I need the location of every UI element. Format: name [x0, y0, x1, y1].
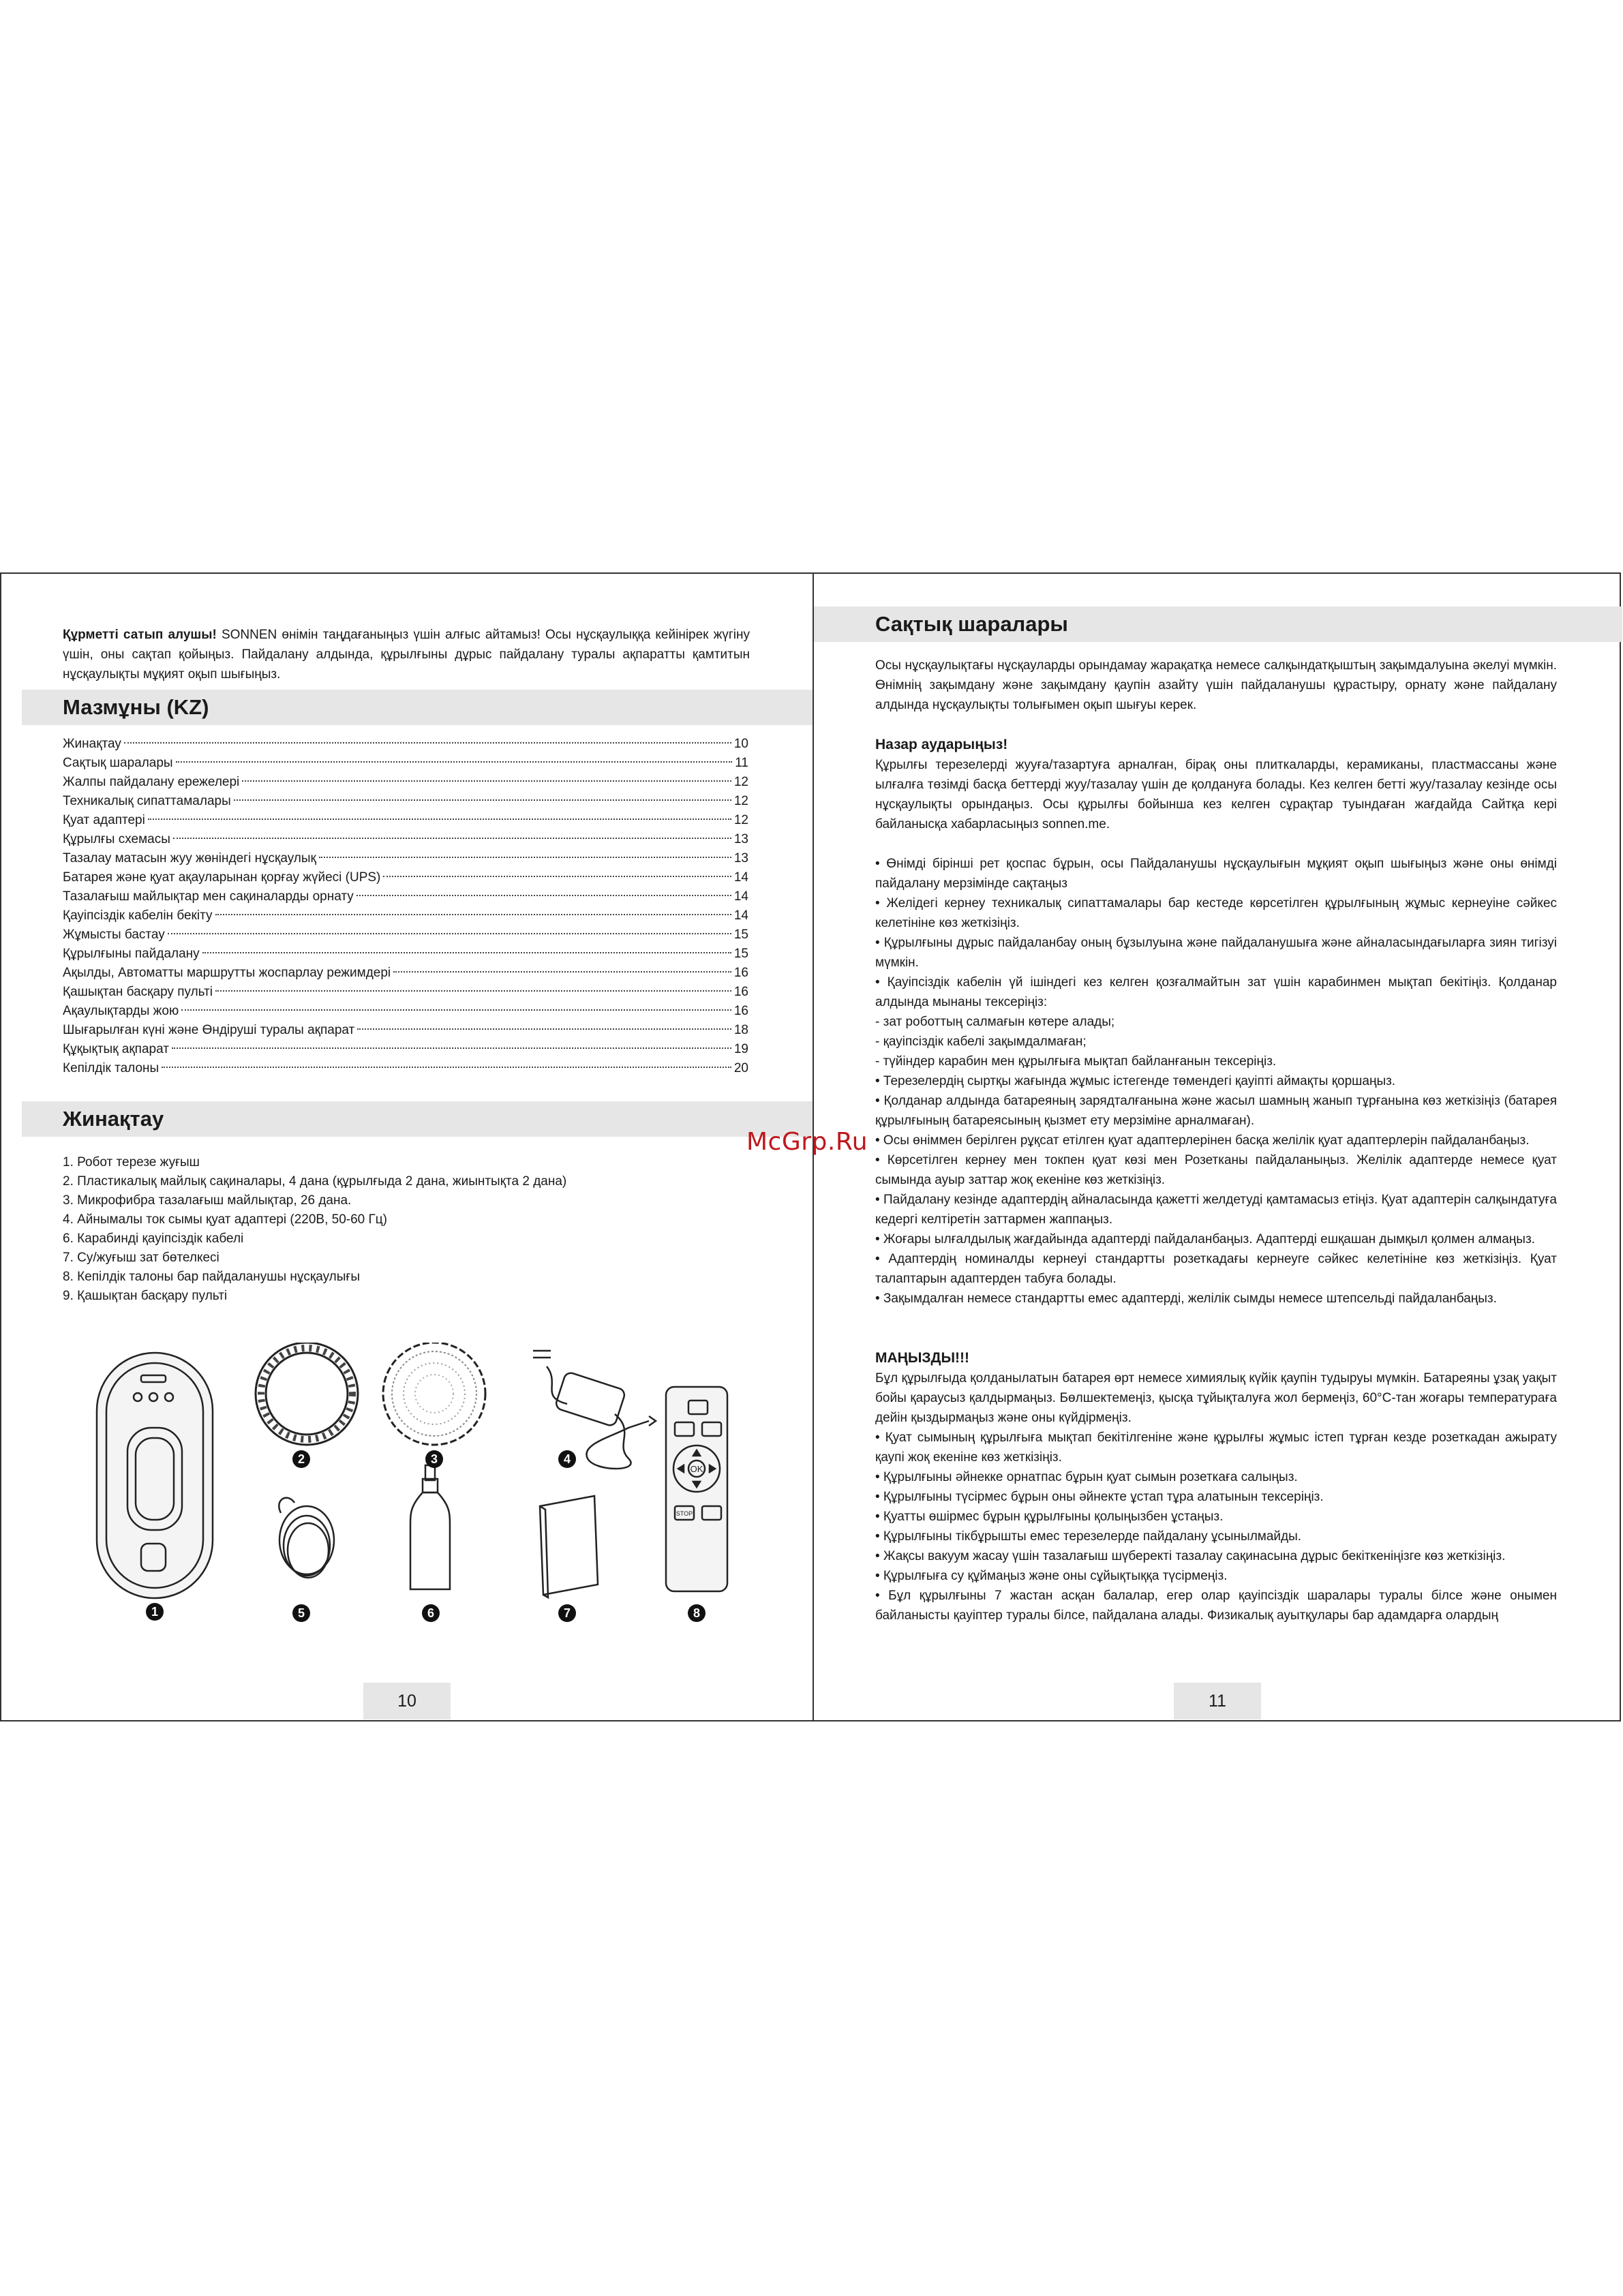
toc-entry — [63, 1059, 748, 1078]
kit-item: 3. Микрофибра тазалағыш майлықтар, 26 дана. — [63, 1193, 352, 1208]
figure-label-3: 3 — [430, 1452, 438, 1466]
toc-entry — [63, 849, 748, 868]
precautions-header-bar — [814, 607, 1622, 642]
toc-leader-dots — [124, 742, 731, 744]
toc-entry-page: 14 — [733, 889, 748, 904]
toc-entry — [63, 811, 748, 830]
figure-label-8: 8 — [693, 1606, 701, 1620]
precaution-item: • Пайдалану кезінде адаптердің айналасында қажетті желдетуді қамтамасыз етіңіз. Қуат адаптерін салқындатуға кедергі келтіретін заттармен жаппаңыз. — [875, 1193, 1557, 1227]
toc-leader-dots — [319, 857, 731, 858]
attention-heading: Назар аударыңыз! — [875, 737, 1008, 752]
toc-entry-title: Жинақтау — [63, 737, 121, 751]
toc-entry-page: 16 — [733, 1004, 748, 1018]
toc-entry-page: 13 — [733, 832, 748, 846]
important-list — [875, 1428, 1557, 1625]
toc-leader-dots — [202, 952, 731, 953]
safety-cable-image — [279, 1498, 334, 1578]
precaution-item: • Осы өніммен берілген рұқсат етілген қуат адаптерлерінен басқа желілік қуат адаптерлерін пайдаланбаңыз. — [875, 1133, 1530, 1148]
precaution-item: • Құрылғыны дұрыс пайдаланбау оның бұзылуына және пайдаланушыға және айналасындағыларға зиян тигізуі мүмкін. — [875, 936, 1557, 970]
figure-label-5: 5 — [297, 1606, 305, 1620]
toc-entry-title: Қуат адаптері — [63, 813, 145, 827]
table-of-contents — [63, 735, 748, 1078]
toc-title: Мазмұны (KZ) — [63, 695, 209, 719]
toc-entry-title: Құрылғы схемасы — [63, 832, 170, 846]
figure-label-4: 4 — [563, 1452, 571, 1466]
toc-entry-page: 12 — [733, 794, 748, 808]
toc-entry-page: 16 — [733, 966, 748, 980]
toc-leader-dots — [393, 971, 731, 973]
kit-header-bar — [22, 1101, 813, 1137]
toc-entry-title: Жұмысты бастау — [63, 928, 165, 942]
toc-leader-dots — [172, 1047, 731, 1049]
toc-entry-title: Батарея және қуат ақауларынан қорғау жүйесі (UPS) — [63, 870, 381, 885]
robot-window-cleaner-image — [97, 1353, 213, 1598]
precaution-item: • Құрылғыны әйнекке орнатпас бұрын қуат сымын розеткаға салыңыз. — [875, 1470, 1298, 1484]
toc-entry-title: Техникалық сипаттамалары — [63, 794, 231, 808]
precaution-item: • Құрылғыны түсірмес бұрын оны әйнекте ұстап тұра алатынын тексеріңіз. — [875, 1490, 1324, 1504]
toc-entry-page: 14 — [733, 908, 748, 923]
left-page — [1, 574, 813, 1720]
toc-entry-page: 18 — [733, 1023, 748, 1037]
toc-leader-dots — [173, 838, 731, 839]
toc-entry-page: 14 — [733, 870, 748, 885]
precaution-item: - қауіпсіздік кабелі зақымдалмаған; — [875, 1035, 1087, 1049]
figure-label-2: 2 — [297, 1452, 305, 1466]
precaution-item: • Зақымдалған немесе стандартты емес адаптерді, желілік сымды немесе штепсельді пайдаланбаңыз. — [875, 1291, 1497, 1306]
toc-leader-dots — [357, 1028, 731, 1030]
toc-entry — [63, 925, 748, 945]
toc-entry-title: Ақаулықтарды жою — [63, 1004, 179, 1018]
kit-contents-illustration — [90, 1343, 738, 1629]
toc-entry-title: Шығарылған күні және Өндіруші туралы ақпарат — [63, 1023, 355, 1037]
page-number-right: 11 — [1174, 1683, 1261, 1719]
toc-entry-title: Қауіпсіздік кабелін бекіту — [63, 908, 213, 923]
precaution-item: • Адаптердің номиналды кернеуі стандартты розеткадағы кернеуге сәйкес келетініне көз жеткізіңіз. Қуат талаптарын адаптерден табуға болады. — [875, 1252, 1557, 1286]
toc-entry-title: Құрылғыны пайдалану — [63, 947, 200, 961]
important-paragraph: Бұл құрылғыда қолданылатын батарея өрт немесе химиялық күйік қаупін тудыруы мүмкін. Батареяны ұзақ уақыт бойы қараусыз қалдырмаңыз. Бөлшектемеңіз, қысқа тұйықталуға жол бермеңіз, 60°С-тан жоғары температураға дейін қыздырмаңыз және оны күйдірмеңіз. — [875, 1371, 1557, 1425]
toc-entry — [63, 945, 748, 964]
kit-item: 4. Айнымалы ток сымы қуат адаптері (220В, 50-60 Гц) — [63, 1212, 388, 1227]
toc-leader-dots — [234, 799, 731, 801]
kit-list — [63, 1153, 566, 1306]
kit-item: 7. Су/жуғыш зат бөтелкесі — [63, 1251, 219, 1265]
toc-leader-dots — [242, 780, 731, 782]
watermark-text: McGrp.Ru — [746, 1128, 868, 1156]
kit-title: Жинақтау — [63, 1107, 164, 1131]
toc-entry — [63, 983, 748, 1002]
page-number-left: 10 — [363, 1683, 451, 1719]
right-page — [814, 574, 1622, 1720]
figure-label-1: 1 — [151, 1605, 159, 1619]
toc-entry-title: Тазалағыш майлықтар мен сақиналарды орнату — [63, 889, 354, 904]
toc-entry — [63, 868, 748, 887]
toc-entry-page: 11 — [735, 756, 748, 770]
precaution-item: • Қолданар алдында батареяның зарядталғанына және жасыл шамның жанып тұрғанына көз жеткізіңіз (батарея құрылғының батареясының қызмет ету мерзіміне арналмаған). — [875, 1094, 1557, 1128]
precautions-body — [875, 656, 1557, 1625]
toc-entry-page: 19 — [733, 1042, 748, 1056]
toc-entry — [63, 887, 748, 906]
toc-leader-dots — [215, 990, 731, 992]
kit-item: 6. Карабинді қауіпсіздік кабелі — [63, 1231, 244, 1246]
toc-leader-dots — [176, 761, 733, 763]
precaution-item: • Қуатты өшірмес бұрын құрылғыны қолыңызбен ұстаңыз. — [875, 1510, 1224, 1524]
toc-leader-dots — [357, 895, 731, 896]
toc-entry — [63, 1040, 748, 1059]
intro-paragraph — [63, 625, 750, 684]
toc-entry — [63, 754, 748, 773]
user-manual-image — [540, 1496, 598, 1597]
kit-item: 1. Робот терезе жуғыш — [63, 1155, 200, 1169]
intro-text: SONNEN өнімін таңдағаныңыз үшін алғыс айтамыз! Осы нұсқаулыққа кейінірек жүгіну үшін, оны сақтап қойыңыз. Пайдалану алдында, құрылғыны дұрыс пайдалану туралы ақпаратты қамтитын нұсқаулықты мұқият оқып шығыңыз. — [63, 628, 750, 682]
toc-entry-title: Ақылды, Автоматты маршрутты жоспарлау режимдері — [63, 966, 391, 980]
precautions-list — [875, 854, 1557, 1308]
precaution-item: • Желідегі кернеу техникалық сипаттамалары бар кестеде көрсетілген құрылғының жұмыс кернеуіне сәйкес келетініне көз жеткізіңіз. — [875, 896, 1557, 930]
toc-entry-title: Тазалау матасын жуу жөніндегі нұсқаулық — [63, 851, 316, 866]
precaution-item: • Көрсетілген кернеу мен токпен қуат көзі мен Розетканы пайдаланыңыз. Желілік адаптерде немесе қуат сымында ауыр заттар жоқ екеніне көз жеткізіңіз. — [875, 1153, 1557, 1187]
precaution-item: • Құрылғыны тікбұрышты емес терезелерде пайдалану ұсынылмайды. — [875, 1529, 1302, 1544]
toc-leader-dots — [168, 933, 731, 934]
precaution-item: - зат роботтың салмағын көтере алады; — [875, 1015, 1115, 1029]
toc-entry-page: 15 — [733, 947, 748, 961]
precaution-item: • Өнімді бірінші рет қоспас бұрын, осы Пайдаланушы нұсқаулығын мұқият оқып шығыңыз және оны өнімді пайдалану мерзімінде сақтаңыз — [875, 857, 1557, 891]
remote-ok-label: OK — [690, 1464, 703, 1474]
precaution-item: • Бұл құрылғыны 7 жастан асқан балалар, егер олар қауіпсіздік шаралары туралы білсе және онымен байланысты қауіптер туралы білсе, пайдалана алады. Физикалық ауытқулары бар адамдарға олардың — [875, 1589, 1557, 1623]
precaution-item: • Қауіпсіздік кабелін үй ішіндегі кез келген қозғалмайтын зат үшін карабинмен мықтап бекітіңіз. Қолданар алдында мынаны тексеріңіз: — [875, 975, 1557, 1009]
toc-entry-page: 10 — [733, 737, 748, 751]
figure-label-6: 6 — [427, 1606, 435, 1620]
precautions-intro: Осы нұсқаулықтағы нұсқауларды орындамау жарақатқа немесе салқындатқыштың зақымдалуына әкелуі мүмкін. Өнімнің зақымдану және зақымдану қаупін азайту үшін пайдаланушы құрастыру, орнату және пайдалану алдында нұсқаулықты толығымен оқып шығуы керек. — [875, 658, 1557, 712]
precaution-item: - түйіндер карабин мен құрылғыға мықтап байланғанын тексеріңіз. — [875, 1054, 1277, 1069]
precaution-item: • Жоғары ылғалдылық жағдайында адаптерді пайдаланбаңыз. Адаптерді ешқашан дымқыл қолмен алмаңыз. — [875, 1232, 1535, 1246]
kit-item: 8. Кепілдік талоны бар пайдаланушы нұсқаулығы — [63, 1270, 360, 1284]
important-heading: МАҢЫЗДЫ!!! — [875, 1350, 970, 1366]
intro-greeting: Құрметті сатып алушы! — [63, 628, 217, 642]
toc-entry-page: 13 — [733, 851, 748, 866]
toc-entry-title: Кепілдік талоны — [63, 1061, 160, 1075]
toc-entry-page: 12 — [733, 775, 748, 789]
toc-entry — [63, 964, 748, 983]
toc-leader-dots — [181, 1009, 731, 1011]
power-adapter-image — [533, 1351, 656, 1469]
toc-entry — [63, 1002, 748, 1021]
precaution-item: • Қуат сымының құрылғыға мықтап бекітілгеніне және құрылғы жұмыс істеп тұрған кезде розеткадан ажырату қаупі жоқ екеніне көз жеткізіңіз. — [875, 1430, 1557, 1465]
plastic-ring-image — [256, 1343, 358, 1445]
toc-header-bar — [22, 690, 813, 725]
toc-entry — [63, 1021, 748, 1040]
toc-entry — [63, 906, 748, 925]
remote-stop-label: STOP — [676, 1510, 693, 1517]
toc-entry-title: Сақтық шаралары — [63, 756, 173, 770]
toc-entry — [63, 773, 748, 792]
toc-entry-title: Құқықтық ақпарат — [63, 1042, 169, 1056]
toc-leader-dots — [215, 914, 731, 915]
kit-item: 9. Қашықтан басқару пульті — [63, 1289, 228, 1303]
toc-entry — [63, 735, 748, 754]
precaution-item: • Құрылғыға су құймаңыз және оны сұйықтыққа түсірмеңіз. — [875, 1569, 1228, 1583]
precaution-item: • Жақсы вакуум жасау үшін тазалағыш шүберекті тазалау сақинасына дұрыс бекіткеніңізге көз жеткізіңіз. — [875, 1549, 1506, 1563]
toc-entry-page: 16 — [733, 985, 748, 999]
remote-control-image — [666, 1387, 727, 1591]
toc-entry-page: 12 — [733, 813, 748, 827]
attention-paragraph: Құрылғы терезелерді жууға/тазартуға арналған, бірақ оны плиткаларды, керамиканы, пластмассаны және ылғалға төзімді басқа беттерді жуу/тазалау үшін де қолдануға болады. Кез келген бетті жуу/тазалау кезінде осы нұсқаулықты орындаңыз. Осы құрылғы бойынша кез келген сұрақтар туындаған жағдайда Сайтқа кері байланысқа хабарласыңыз sonnen.me. — [875, 758, 1557, 831]
toc-leader-dots — [148, 818, 731, 820]
toc-entry-title: Қашықтан басқару пульті — [63, 985, 213, 999]
toc-entry — [63, 830, 748, 849]
precautions-title: Сақтық шаралары — [875, 612, 1068, 636]
microfiber-pad-image — [383, 1343, 485, 1445]
figure-label-7: 7 — [563, 1606, 571, 1620]
toc-entry-page: 20 — [733, 1061, 748, 1075]
toc-entry-title: Жалпы пайдалану ережелері — [63, 775, 240, 789]
toc-leader-dots — [162, 1067, 731, 1068]
spray-bottle-image — [410, 1465, 450, 1589]
kit-item: 2. Пластикалық майлық сақиналары, 4 дана (құрылғыда 2 дана, жиынтықта 2 дана) — [63, 1174, 567, 1189]
toc-entry — [63, 792, 748, 811]
precaution-item: • Терезелердің сыртқы жағында жұмыс істегенде төмендегі қауіпті аймақты қоршаңыз. — [875, 1074, 1396, 1088]
toc-entry-page: 15 — [733, 928, 748, 942]
toc-leader-dots — [383, 876, 731, 877]
